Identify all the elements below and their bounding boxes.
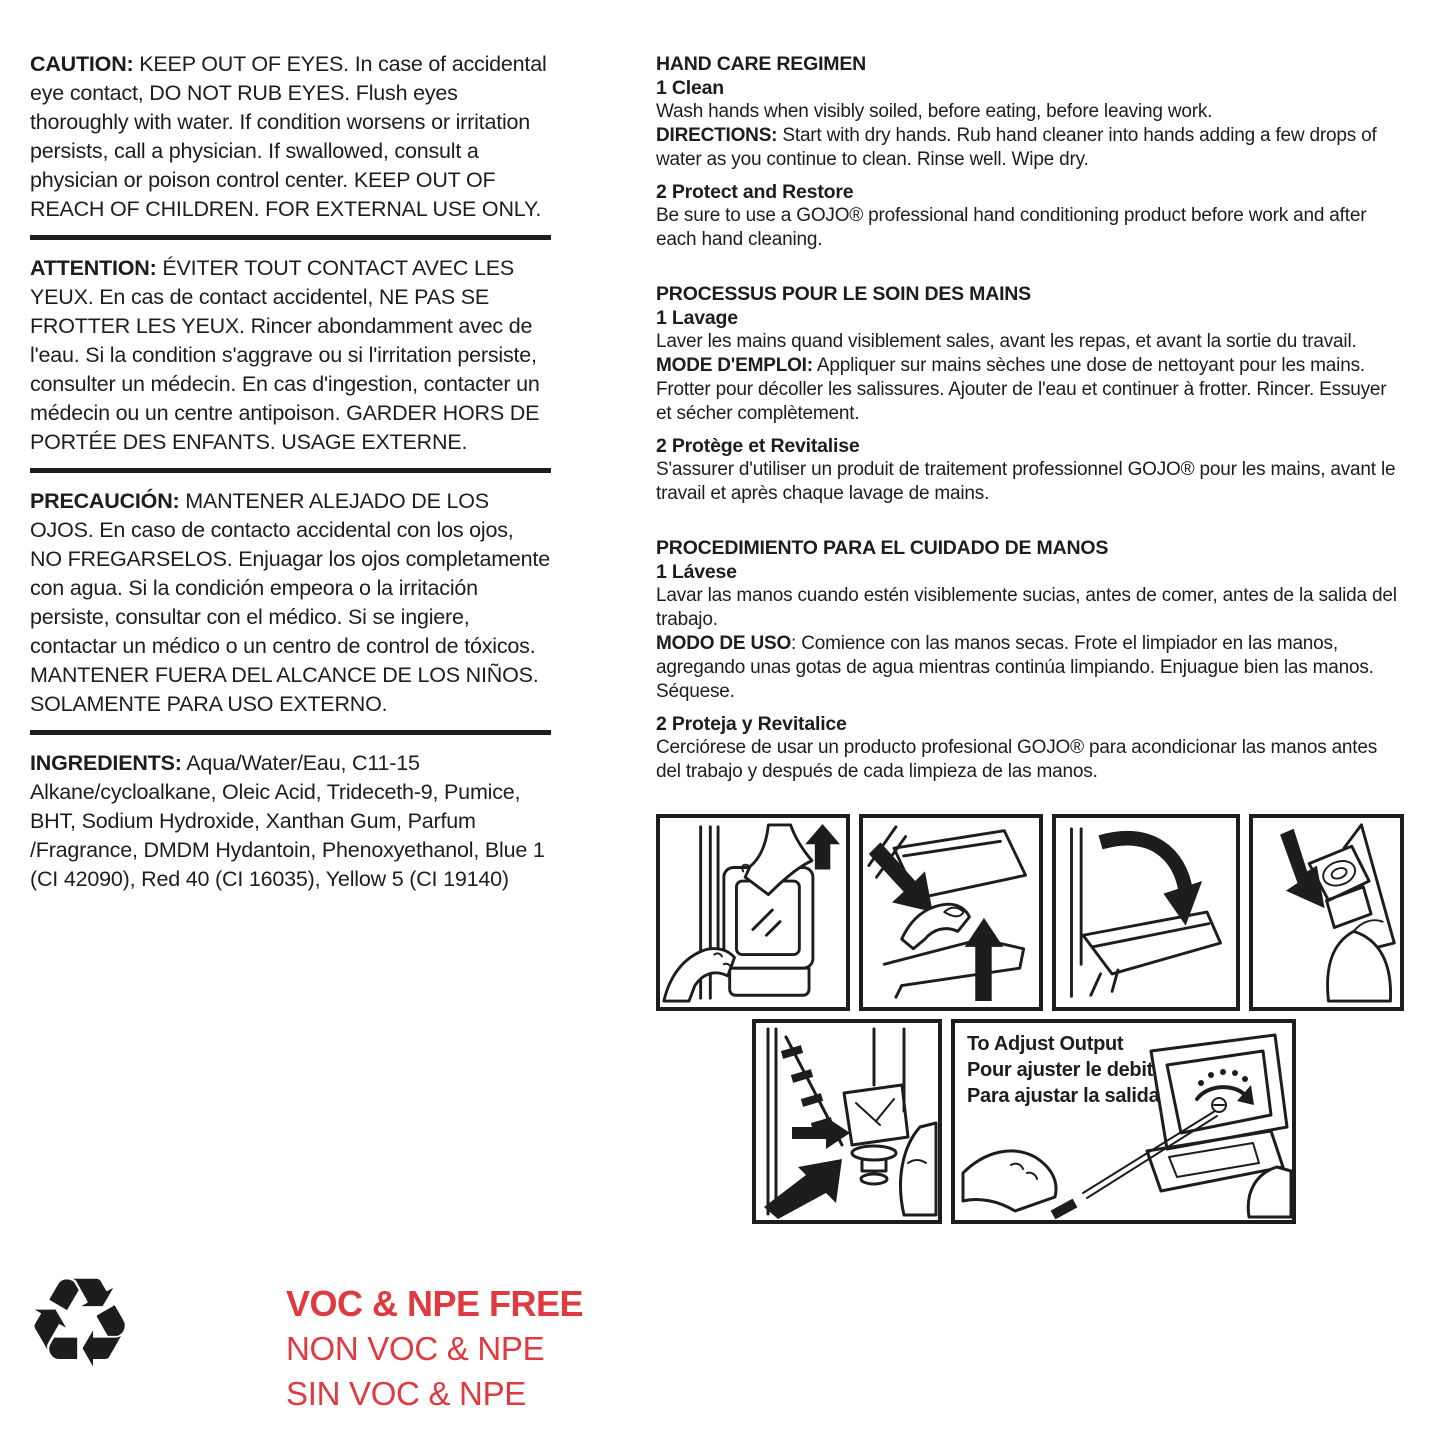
remove-nozzle-cap-icon <box>1253 818 1400 1007</box>
step2-body: Cerciórese de usar un producto profesional GOJO® para acondicionar las manos antes del trabajo y después de cada limpieza de las manos. <box>656 737 1378 782</box>
sin-voc-line: SIN VOC & NPE <box>286 1375 526 1412</box>
step1-title: 1 Lávese <box>656 561 737 583</box>
section-title: PROCESSUS POUR LE SOIN DES MAINS <box>656 283 1031 305</box>
directions-body: Start with dry hands. Rub hand cleaner into hands adding a few drops of water as you continue to clean. Rinse well. Wipe dry. <box>656 125 1377 170</box>
adjust-output-dial-illustration <box>951 1019 1296 1224</box>
ingredients-body: Aqua/Water/Eau, C11-15 Alkane/cycloalkane, Oleic Acid, Trideceth-9, Pumice, BHT, Sodium Hydroxide, Xanthan Gum, Parfum /Fragrance, DMDM Hydantoin, Phenoxyethanol, Blue 1 (CI 42090), Red 40 (CI 16035), Yellow 5 (CI 19140) <box>30 751 545 891</box>
hand-care-regimen-spanish <box>656 536 1404 784</box>
directions-paragraph <box>656 632 1404 704</box>
snap-valve-into-place-illustration <box>752 1019 942 1224</box>
step1-body: Wash hands when visibly soiled, before eating, before leaving work. <box>656 101 1213 122</box>
adjust-output-line-es: Para ajustar la salida <box>967 1085 1160 1107</box>
adjust-output-line-en: To Adjust Output <box>967 1033 1124 1055</box>
snap-valve-into-place-icon <box>756 1023 938 1220</box>
directions-body: : Comience con las manos secas. Frote el limpiador en las manos, agregando unas gotas de agua mientras continúa limpiando. Enjuague bien las manos. Séquese. <box>656 633 1374 702</box>
left-column <box>30 50 551 894</box>
step2-body: Be sure to use a GOJO® professional hand conditioning product before work and after each hand cleaning. <box>656 205 1367 250</box>
hand-care-regimen-french <box>656 282 1404 506</box>
non-voc-line: NON VOC & NPE <box>286 1330 545 1367</box>
section-title: HAND CARE REGIMEN <box>656 53 867 75</box>
step1-title: 1 Clean <box>656 77 724 99</box>
directions-lead: MODE D'EMPLOI: <box>656 355 813 376</box>
insert-refill-illustration <box>1052 814 1240 1011</box>
attention-body: ÉVITER TOUT CONTACT AVEC LES YEUX. En cas de contact accidentel, NE PAS SE FROTTER LES YEUX. Rincer abondamment avec de l'eau. Si la condition s'aggrave ou si l'irritation persiste, consulter un médecin. En cas d'ingestion, contacter un médecin ou un centre antipoison. GARDER HORS DE PORTÉE DES ENFANTS. USAGE EXTERNE. <box>30 256 540 454</box>
step2-body: S'assurer d'utiliser un produit de traitement professionnel GOJO® pour les mains, avant le travail et après chaque lavage de mains. <box>656 459 1396 504</box>
directions-lead: DIRECTIONS: <box>656 125 778 146</box>
precaucion-body: MANTENER ALEJADO DE LOS OJOS. En caso de contacto accidental con los ojos, NO FREGARSELOS. Enjuagar los ojos completamente con agua. Si la condición empeora o la irritación persiste, consultar con el médico. Si se ingiere, contactar un médico o un centro de control de tóxicos. MANTENER FUERA DEL ALCANCE DE LOS NIÑOS. SOLAMENTE PARA USO EXTERNO. <box>30 489 550 716</box>
remove-nozzle-cap-illustration <box>1249 814 1404 1011</box>
section-title: PROCEDIMIENTO PARA EL CUIDADO DE MANOS <box>656 537 1109 559</box>
recycle-icon: ♻ <box>24 1255 136 1393</box>
insert-refill-icon <box>1056 818 1236 1007</box>
right-column <box>656 52 1404 1224</box>
voc-npe-free-block <box>286 1281 583 1416</box>
open-dispenser-lid-icon <box>863 818 1039 1007</box>
illustration-row-bottom <box>752 1019 1404 1224</box>
divider <box>30 730 551 735</box>
caution-lead: CAUTION: <box>30 52 134 76</box>
directions-lead: MODO DE USO <box>656 633 792 654</box>
step1-body: Laver les mains quand visiblement sales, avant les repas, et avant la sortie du travail. <box>656 331 1357 352</box>
usage-illustrations <box>656 814 1404 1224</box>
adjust-output-label <box>967 1031 1159 1109</box>
precaucion-lead: PRECAUCIÓN: <box>30 489 180 513</box>
adjust-output-line-fr: Pour ajuster le debit <box>967 1059 1153 1081</box>
divider <box>30 468 551 473</box>
step2-title: 2 Protect and Restore <box>656 181 854 203</box>
step1-body: Lavar las manos cuando estén visiblemente sucias, antes de comer, antes de la salida del trabajo. <box>656 585 1397 630</box>
attention-lead: ATTENTION: <box>30 256 157 280</box>
step2-title: 2 Proteja y Revitalice <box>656 713 847 735</box>
step1-title: 1 Lavage <box>656 307 738 329</box>
divider <box>30 235 551 240</box>
caution-body: KEEP OUT OF EYES. In case of accidental eye contact, DO NOT RUB EYES. Flush eyes thoroughly with water. If condition worsens or irritation persists, call a physician. If swallowed, consult a physician or poison control center. KEEP OUT OF REACH OF CHILDREN. FOR EXTERNAL USE ONLY. <box>30 52 547 221</box>
illustration-row-top <box>656 814 1404 1011</box>
hand-care-regimen-english <box>656 52 1404 252</box>
attention-paragraph <box>30 254 551 457</box>
ingredients-paragraph <box>30 749 551 894</box>
step2-title: 2 Protège et Revitalise <box>656 435 860 457</box>
precaucion-paragraph <box>30 487 551 719</box>
ingredients-lead: INGREDIENTS: <box>30 751 182 775</box>
directions-body: Appliquer sur mains sèches une dose de nettoyant pour les mains. Frotter pour décoller les salissures. Ajouter de l'eau et continuer à frotter. Rincer. Essuyer et sécher complètement. <box>656 355 1387 424</box>
caution-paragraph <box>30 50 551 224</box>
voc-free-line: VOC & NPE FREE <box>286 1283 584 1324</box>
lift-dispenser-cover-illustration <box>656 814 850 1011</box>
directions-paragraph <box>656 124 1404 172</box>
directions-paragraph <box>656 354 1404 426</box>
lift-dispenser-cover-icon <box>660 818 846 1007</box>
open-dispenser-lid-illustration <box>859 814 1043 1011</box>
